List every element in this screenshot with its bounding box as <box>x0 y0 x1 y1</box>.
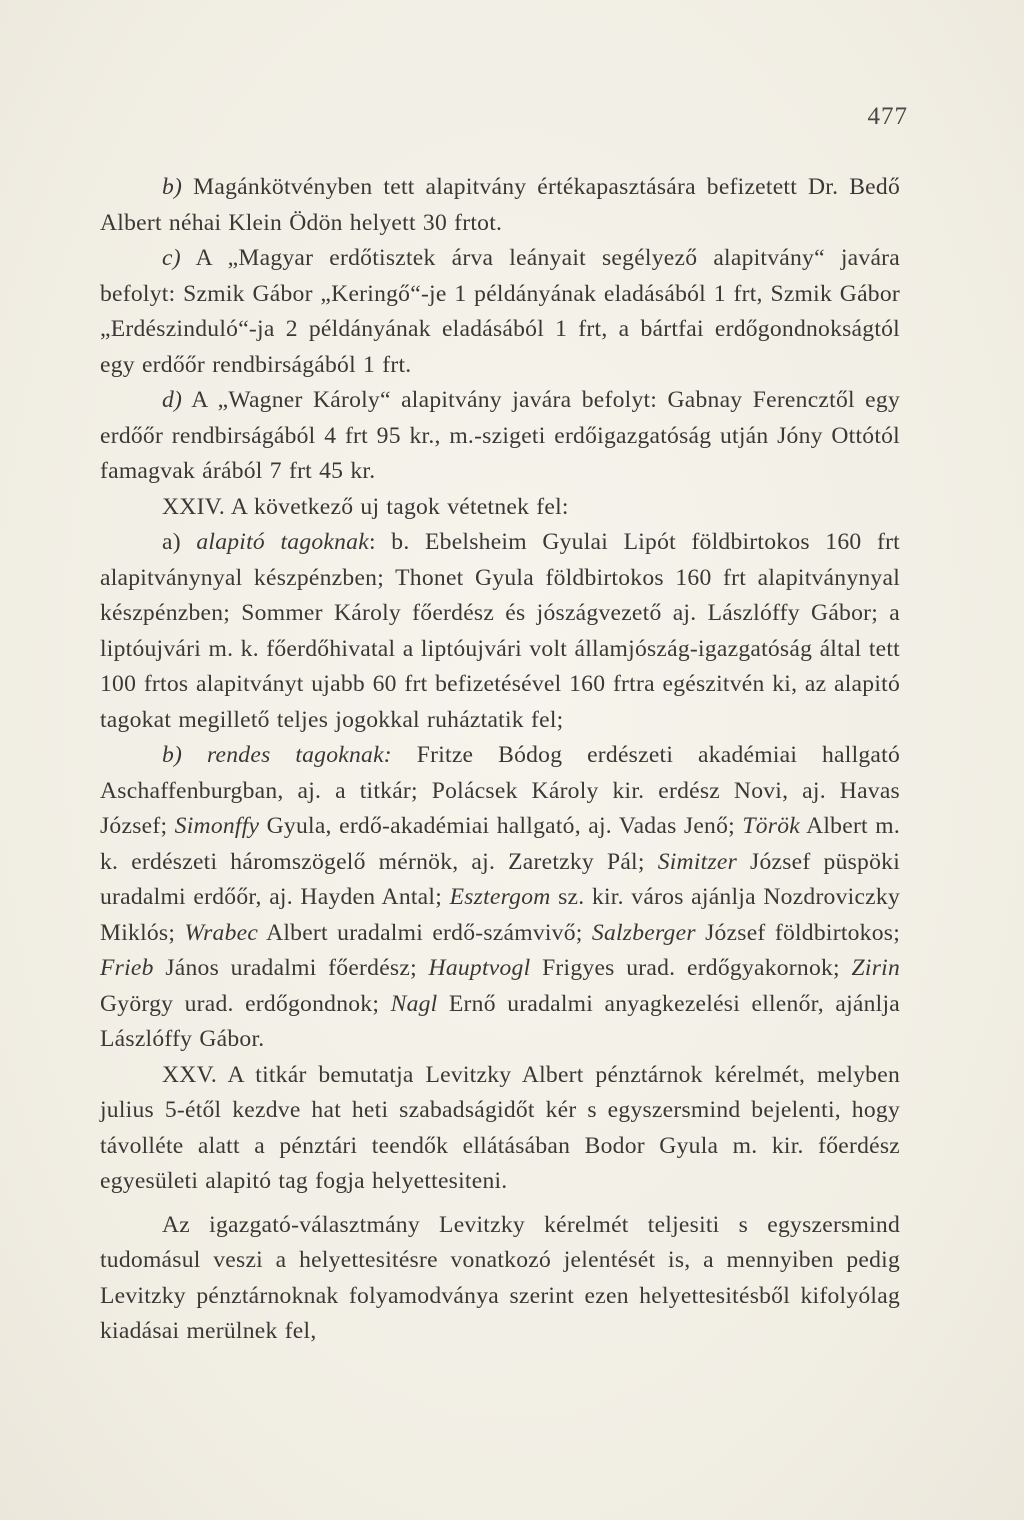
paragraph-b-rendes-tagok <box>100 738 900 1058</box>
text-segment: A „Magyar erdőtisztek árva leányait segélyező alapitvány“ javára befolyt: Szmik Gábor „Keringő“-je 1 példányának eladásából 1 frt, Szmik Gábor „Erdészinduló“-ja 2 példányának eladásából 1 frt, a bártfai erdőgondnokságtól egy erdőőr rendbirságából 1 frt. <box>100 245 900 378</box>
text-segment: Albert m. k. erdészeti háromszögelő mérnök, aj. Zaretzky Pál; <box>100 813 900 875</box>
text-segment: : b. Ebelsheim Gyulai Lipót földbirtokos 160 frt alapitványnyal készpénzben; Thonet Gyula földbirtokos 160 frt alapitványnyal készpénzben; Sommer Károly főerdész és jószágvezető aj. Lászlóffy Gábor; a liptóujvári m. k. főerdőhivatal a liptóujvári volt államjószág-igazgatóság által tett 100 frtos alapitványt ujabb 60 frt befizetésével 160 frtra egészitvén ki, az alapitó tagokat megillető teljes jogokkal ruháztatik fel; <box>100 529 900 733</box>
text-segment: rendes tagoknak: <box>206 742 392 768</box>
text-segment: Albert uradalmi erdő-számvivő; <box>258 919 592 946</box>
text-segment: XXIV. A következő uj tagok vétetnek fel: <box>162 493 569 520</box>
text-segment: György urad. erdőgondnok; <box>100 990 391 1017</box>
text-segment: Wrabec <box>184 919 259 946</box>
text-segment: Az igazgató-választmány Levitzky kérelmét teljesiti s egyszersmind tudomásul veszi a helyettesitésre vonatkozó jelentését is, a mennyiben pedig Levitzky pénztárnoknak folyamodványa szerint ezen helyettesitésből kifolyólag kiadásai merülnek fel, <box>100 1211 900 1344</box>
paragraph-igazgato-valasztmany <box>100 1208 900 1350</box>
paragraph-xxv <box>100 1058 900 1200</box>
text-segment: József püspöki uradalmi erdőőr, aj. Hayden Antal; <box>100 848 900 910</box>
paragraph-c-alapitvany <box>100 241 900 383</box>
paragraph-b-alapitvany <box>100 170 900 241</box>
text-segment: Simitzer <box>657 848 738 875</box>
text-segment: Magánkötvényben tett alapitvány értékapasztására befizetett Dr. Bedő Albert néhai Klein Ödön helyett 30 frtot. <box>100 174 900 236</box>
text-segment: alapitó tagoknak <box>196 529 369 555</box>
text-segment: Nagl <box>390 990 438 1017</box>
text-segment: A „Wagner Károly“ alapitvány javára befolyt: Gabnay Ferencztől egy erdőőr rendbirságából 4 frt 95 kr., m.-szigeti erdőigazgatóság utján Jóny Ottótól famagvak árából 7 frt 45 kr. <box>100 387 900 484</box>
text-segment: a) <box>162 529 197 555</box>
text-segment: Török <box>742 813 800 839</box>
text-segment: János uradalmi főerdész; <box>153 955 429 981</box>
text-segment: Salzberger <box>591 919 696 946</box>
paragraph-a-alapito-tagok <box>100 525 900 738</box>
paragraph-d-alapitvany <box>100 383 900 490</box>
text-segment: Frigyes urad. erdőgyakornok; <box>530 955 852 981</box>
page-number: 477 <box>867 103 908 130</box>
text-segment: József földbirtokos; <box>695 919 900 946</box>
text-segment: Esztergom <box>449 884 551 910</box>
text-segment: Zirin <box>851 955 900 981</box>
text-segment: Gyula, erdő-akadémiai hallgató, aj. Vadas Jenő; <box>259 813 743 839</box>
text-segment: Fritze Bódog erdészeti akadémiai hallgató Aschaffenburgban, aj. a titkár; Polácsek Károly kir. erdész Novi, aj. Havas József; <box>100 742 900 839</box>
text-segment: sz. kir. város ajánlja Nozdroviczky Miklós; <box>100 884 900 946</box>
text-segment: XXV. A titkár bemutatja Levitzky Albert pénztárnok kérelmét, melyben julius 5-étől kezdve hat heti szabadságidőt kér s egyszersmind bejelenti, hogy távolléte alatt a pénztári teendők ellátásában Bodor Gyula m. kir. főerdész egyesületi alapitó tag fogja helyettesiteni. <box>100 1061 900 1194</box>
text-segment: b) <box>162 742 183 768</box>
text-segment: Ernő uradalmi anyagkezelési ellenőr, ajánlja Lászlóffy Gábor. <box>100 990 900 1052</box>
text-segment: d) <box>162 387 183 413</box>
text-segment: b) <box>162 174 183 200</box>
text-segment: c) <box>162 245 181 271</box>
text-segment: Simonffy <box>174 813 260 839</box>
text-segment <box>182 742 207 768</box>
paragraph-xxiv-heading <box>100 490 900 526</box>
body-text <box>100 170 900 1350</box>
text-segment: Frieb <box>100 955 154 981</box>
text-segment: Hauptvogl <box>428 955 531 981</box>
